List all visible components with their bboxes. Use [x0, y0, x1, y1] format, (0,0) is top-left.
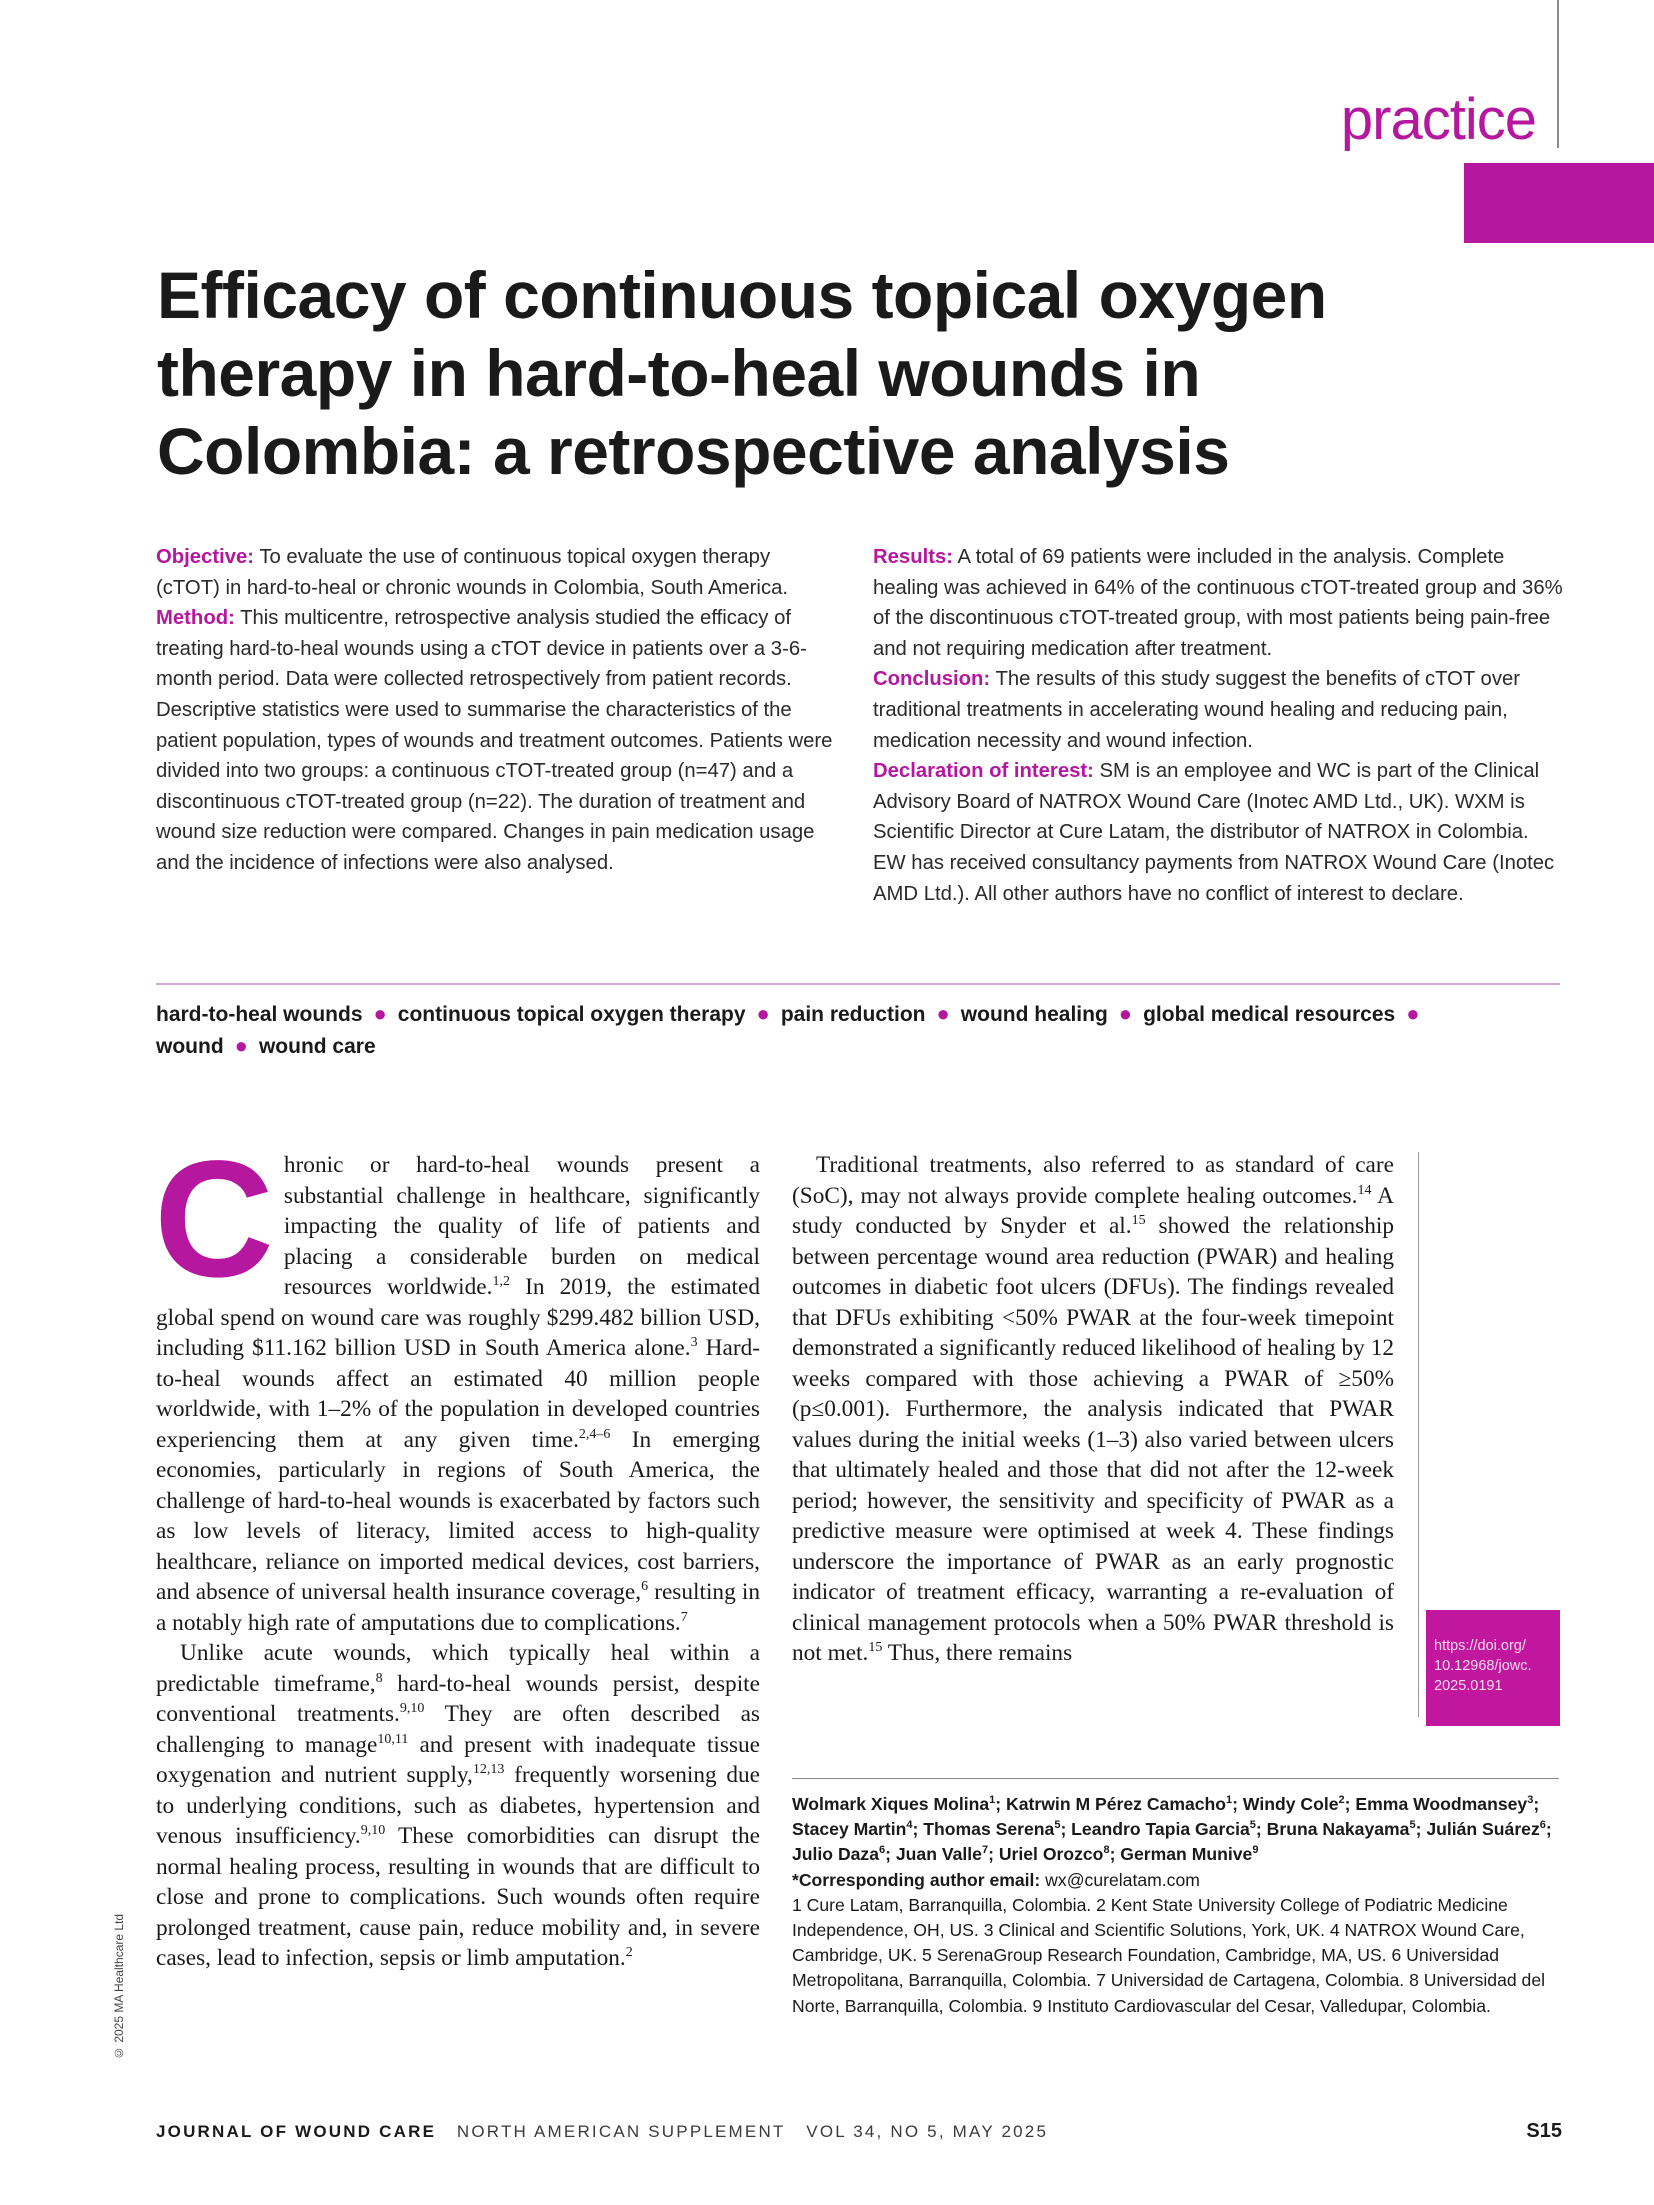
page-footer [156, 2122, 1564, 2142]
bullet-icon: ● [1118, 1001, 1133, 1026]
citation-ref: 7 [981, 1844, 989, 1857]
method-text: This multicentre, retrospective analysis studied the efficacy of treating hard-to-heal wounds using a cTOT device in patients over a 3-6-month period. Data were collected retrospectively from patient records. Descriptive statistics were used to summarise the characteristics of the patient population, types of wounds and treatment outcomes. Patients were divided into two groups: a continuous cTOT-treated group (n=47) and a discontinuous cTOT-treated group (n=22). The duration of treatment and wound size reduction were compared. Changes in pain medication usage and the incidence of infections were also analysed. [156, 607, 833, 874]
journal-name: JOURNAL OF WOUND CARE [156, 2122, 437, 2141]
citation-ref: 8 [375, 1670, 383, 1686]
body-paragraph: Chronic or hard-to-heal wounds present a substantial challenge in healthcare, significantly impacting the quality of life of patients and placing a considerable burden on medical resources worldwide.$^{1,2}$ In 2019, the estimated global spend on wound care was roughly $299.482 billion USD, including $11.162 billion USD in South America alone.$^3$ Hard-to-heal wounds affect an estimated 40 million people worldwide, with 1–2% of the population in developed countries experiencing them at any given time.$^{2,4-6}$ In emerging economies, particularly in regions of South America, the challenge of hard-to-heal wounds is exacerbated by factors such as low levels of literacy, limited access to high-quality healthcare, reliance on imported medical devices, cost barriers, and absence of universal health insurance coverage,$^6$ resulting in a notably high rate of amputations due to complications.$^7$ [154, 1127, 760, 1636]
citation-ref: 9 [1252, 1844, 1259, 1857]
citation-ref: 6 [1539, 1819, 1546, 1832]
doi-line: https://doi.org/ [1434, 1638, 1526, 1654]
citation-ref: 15 [1131, 1213, 1146, 1229]
declaration-text: SM is an employee and WC is part of the Clinical Advisory Board of NATROX Wound Care (Inotec AMD Ltd., UK). WXM is Scientific Director at Cure Latam, the distributor of NATROX in Colombia. EW has received consultancy payments from NATROX Wound Care (Inotec AMD Ltd.). All other authors have no conflict of interest to declare. [873, 760, 1555, 905]
citation-ref: 5 [1409, 1819, 1416, 1832]
corresponding-label: *Corresponding author email: [792, 1869, 1041, 1890]
keyword: hard-to-heal wounds [156, 1003, 363, 1026]
bullet-icon: ● [1406, 1001, 1420, 1026]
citation-ref: 8 [1103, 1844, 1110, 1857]
citation-ref: 4 [906, 1819, 913, 1832]
affiliations: 1 Cure Latam, Barranquilla, Colombia. 2 Kent State University College of Podiatric Medicine Independence, OH, US. 3 Clinical and Scientific Solutions, York, UK. 4 NATROX Wound Care, Cambridge, UK. 5 SerenaGroup Research Foundation, Cambridge, MA, US. 6 Universidad Metropolitana, Barranquilla, Colombia. 7 Universidad de Cartagena, Colombia. 8 Universidad del Norte, Barranquilla, Colombia. 9 Instituto Cardiovascular del Cesar, Valledupar, Colombia. [792, 1894, 1546, 2016]
citation-ref: 3 [690, 1335, 698, 1351]
corresponding-email[interactable]: wx@curelatam.com [1040, 1869, 1200, 1890]
doi-line: 10.12968/jowc. [1434, 1658, 1532, 1674]
keyword: wound [156, 1035, 224, 1058]
keyword: wound healing [960, 1003, 1108, 1026]
citation-ref: 1,2 [492, 1274, 510, 1290]
bullet-icon: ● [234, 1033, 248, 1058]
abstract-right-column [873, 542, 1563, 909]
citation-ref: 6 [879, 1844, 886, 1857]
citation-ref: 7 [680, 1609, 688, 1625]
bullet-icon: ● [936, 1001, 950, 1026]
results-label: Results: [873, 546, 954, 568]
volume-info: VOL 34, NO 5, MAY 2025 [806, 2122, 1049, 2141]
conclusion-label: Conclusion: [873, 668, 991, 691]
keywords-divider [156, 983, 1560, 985]
abstract-left-column [156, 542, 838, 879]
column-divider [1418, 1152, 1419, 1717]
citation-ref: 15 [868, 1640, 883, 1656]
abstract-conclusion [873, 664, 1563, 756]
citation-ref: 6 [641, 1579, 649, 1595]
citation-ref: 9,10 [360, 1823, 386, 1839]
citation-ref: 1 [1226, 1794, 1233, 1807]
body-paragraph: Unlike acute wounds, which typically heal within a predictable timeframe,$^8$ hard-to-heal wounds persist, despite conventional treatments.$^{9,10}$ They are often described as challenging to manage$^{10,11}$ and present with inadequate tissue oxygenation and nutrient supply,$^{12,13}$ frequently worsening due to underlying conditions, such as diabetes, hypertension and venous insufficiency.$^{9,10}$ These comorbidities can disrupt the normal healing process, resulting in wounds that are difficult to close and prone to complications. Such wounds often require prolonged treatment, cause pain, reduce mobility and, in severe cases, lead to infection, sepsis or limb amputation.$^2$ [156, 1640, 761, 1971]
objective-text: To evaluate the use of continuous topical oxygen therapy (cTOT) in hard-to-heal or chronic wounds in Colombia, South America. [156, 546, 788, 599]
section-divider [1557, 0, 1559, 148]
copyright-notice: © 2025 MA Healthcare Ltd [112, 1913, 126, 2060]
method-label: Method: [156, 607, 235, 630]
citation-ref: 12,13 [472, 1762, 505, 1778]
abstract-method [156, 603, 838, 878]
citation-ref: 1 [989, 1794, 996, 1807]
citation-ref: 2 [1338, 1794, 1345, 1807]
keyword: global medical resources [1143, 1003, 1396, 1026]
body-left-column [154, 1127, 761, 1974]
corresponding-author [792, 1868, 1562, 1893]
citation-ref: 14 [1357, 1182, 1372, 1198]
page-number: S15 [1526, 2120, 1562, 2142]
section-color-block [1464, 163, 1654, 243]
abstract-objective [156, 542, 838, 603]
doi-box[interactable] [1426, 1610, 1560, 1726]
body-paragraph: Traditional treatments, also referred to as standard of care (SoC), may not always provide complete healing outcomes.$^{14}$ A study conducted by Snyder et al.$^{15}$ showed the relationship between percentage wound area reduction (PWAR) and healing outcomes in diabetic foot ulcers (DFUs). The findings revealed that DFUs exhibiting <50% PWAR at the four-week timepoint demonstrated a significantly reduced likelihood of healing by 12 weeks compared with those achieving a PWAR of ≥50% (p≤0.001). Furthermore, the analysis indicated that PWAR values during the initial weeks (1–3) also varied between ulcers that ultimately healed and those that did not after the 12-week period; however, the sensitivity and specificity of PWAR as a predictive measure were optimised at week 4. These findings underscore the importance of PWAR as an early prognostic indicator of treatment efficacy, warranting a re-evaluation of clinical management protocols when a 50% PWAR threshold is not met.$^{15}$ Thus, there remains [792, 1152, 1394, 1666]
article-title: Efficacy of continuous topical oxygen therapy in hard-to-heal wounds in Colombia: a retrospective analysis [157, 258, 1327, 488]
citation-ref: 5 [1249, 1819, 1256, 1832]
conclusion-text: The results of this study suggest the benefits of cTOT over traditional treatments in accelerating wound healing and reducing pain, medication necessity and wound infection. [873, 668, 1521, 752]
abstract-declaration [873, 756, 1563, 909]
abstract-results [873, 542, 1563, 664]
section-label: practice [1340, 87, 1536, 152]
bullet-icon: ● [373, 1001, 387, 1026]
bullet-icon: ● [756, 1001, 770, 1026]
author-list: Wolmark Xiques Molina$^1$; Katrwin M Pérez Camacho$^1$; Windy Cole$^2$; Emma Woodmansey$^3$; Stacey Martin$^4$; Thomas Serena$^5$; Leandro Tapia Garcia$^5$; Bruna Nakayama$^5$; Julián Suárez$^6$; Julio Daza$^6$; Juan Valle$^7$; Uriel Orozco$^8$; German Munive$^9$ [792, 1794, 1552, 1865]
supplement-name: NORTH AMERICAN SUPPLEMENT [456, 2122, 786, 2141]
declaration-label: Declaration of interest: [873, 760, 1094, 783]
author-info [792, 1792, 1562, 2019]
keyword: continuous topical oxygen therapy [397, 1003, 746, 1026]
citation-ref: 5 [1054, 1819, 1061, 1832]
results-text: A total of 69 patients were included in the analysis. Complete healing was achieved in 64% of the continuous cTOT-treated group and 36% of the discontinuous cTOT-treated group, with most patients being pain-free and not requiring medication after treatment. [873, 546, 1563, 660]
objective-label: Objective: [156, 546, 255, 568]
keyword: wound care [258, 1035, 376, 1058]
citation-ref: 3 [1527, 1794, 1534, 1807]
doi-line: 2025.0191 [1434, 1678, 1503, 1694]
citation-ref: 10,11 [377, 1731, 409, 1747]
citation-ref: 9,10 [399, 1701, 425, 1717]
keyword: pain reduction [780, 1003, 926, 1026]
drop-cap: C [154, 1127, 274, 1312]
body-right-column [792, 1150, 1394, 1669]
authors-divider [792, 1778, 1559, 1779]
citation-ref: 2,4–6 [578, 1426, 611, 1442]
keywords-list [156, 998, 1576, 1062]
citation-ref: 2 [625, 1945, 633, 1961]
